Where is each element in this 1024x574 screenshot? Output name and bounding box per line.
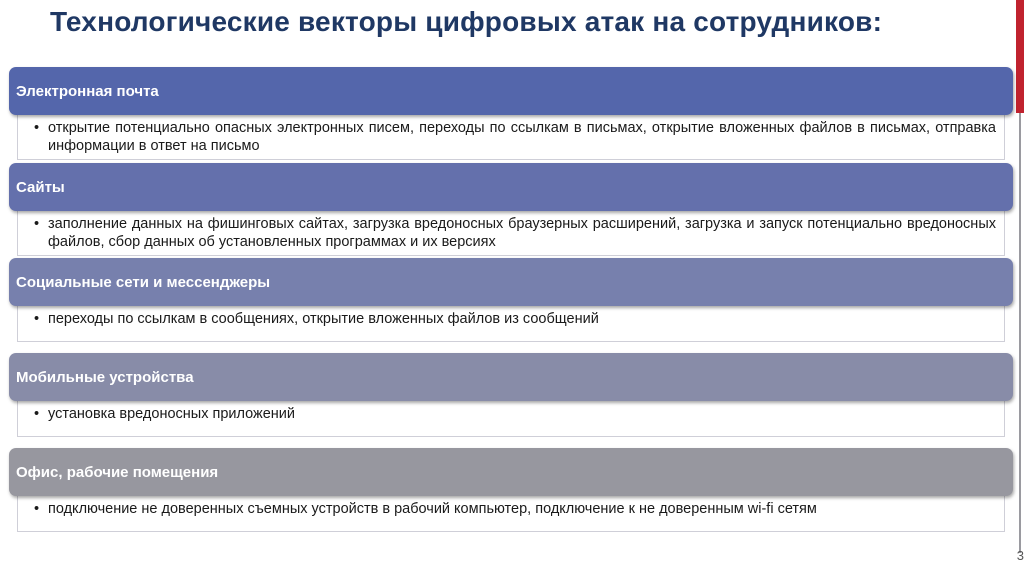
section-office <box>9 448 1013 532</box>
page-number: 3 <box>1016 548 1024 563</box>
section-heading: Социальные сети и мессенджеры <box>16 273 271 291</box>
section-header <box>9 163 1013 211</box>
section-header <box>9 448 1013 496</box>
bullet-text: заполнение данных на фишинговых сайтах, загрузка вредоносных браузерных расширений, загрузка и запуск потенциально вредоносных файлов, сбор данных об установленных программах и их версиях <box>48 216 996 250</box>
section-heading: Сайты <box>16 178 65 196</box>
section-heading: Офис, рабочие помещения <box>16 463 219 481</box>
slide-title: Технологические векторы цифровых атак на сотрудников: <box>50 6 883 37</box>
section-body <box>17 493 1005 532</box>
section-heading: Мобильные устройства <box>16 368 194 386</box>
bullet-icon: • <box>34 216 40 232</box>
list-item <box>26 310 996 328</box>
section-body <box>17 398 1005 437</box>
section-header <box>9 353 1013 401</box>
bullet-icon: • <box>34 501 40 517</box>
list-item <box>26 215 996 251</box>
section-social <box>9 258 1013 342</box>
bullet-text: открытие потенциально опасных электронных писем, переходы по ссылкам в письмах, открытие вложенных файлов в письмах, отправка информации в ответ на письмо <box>48 120 996 154</box>
section-sites <box>9 163 1013 256</box>
bullet-text: установка вредоносных приложений <box>48 406 295 422</box>
bullet-text: переходы по ссылкам в сообщениях, открытие вложенных файлов из сообщений <box>48 311 599 327</box>
section-mobile <box>9 353 1013 437</box>
section-header <box>9 258 1013 306</box>
list-item <box>26 500 996 518</box>
bullet-icon: • <box>34 311 40 327</box>
section-header <box>9 67 1013 115</box>
section-body <box>17 303 1005 342</box>
list-item <box>26 119 996 155</box>
section-heading: Электронная почта <box>16 82 159 100</box>
bullet-icon: • <box>34 120 40 136</box>
section-body <box>17 112 1005 160</box>
bullet-text: подключение не доверенных съемных устройств в рабочий компьютер, подключение к не доверенным wi-fi сетям <box>48 501 817 517</box>
section-body <box>17 208 1005 256</box>
bullet-icon: • <box>34 406 40 422</box>
accent-bar <box>1016 0 1024 113</box>
list-item <box>26 405 996 423</box>
accent-line <box>1019 113 1021 553</box>
section-email <box>9 67 1013 160</box>
